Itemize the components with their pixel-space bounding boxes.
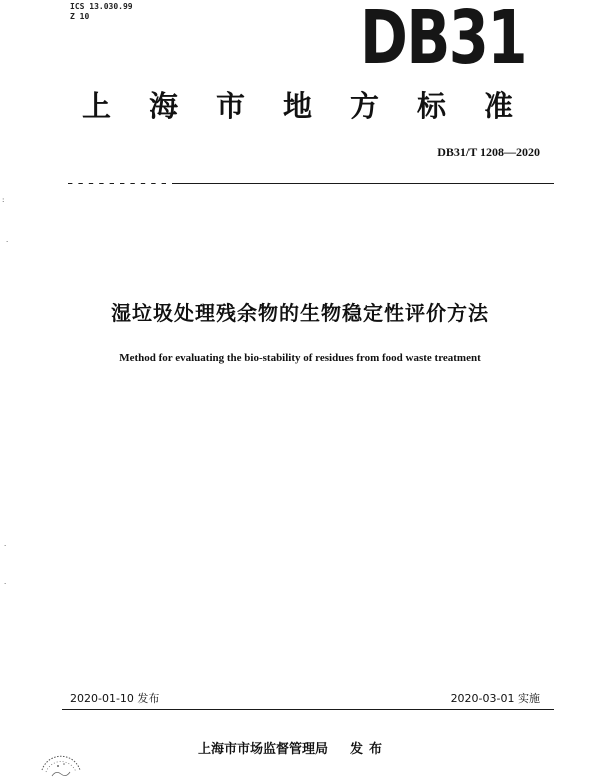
margin-mark: . [6,236,9,244]
ics-code: ICS 13.030.99 [70,2,133,11]
margin-mark: . [4,540,7,548]
publisher-action: 发布 [350,742,389,757]
bottom-divider [62,709,554,710]
document-title-english: Method for evaluating the bio-stability of residues from food waste treatment [119,352,481,364]
issue-date: 2020-01-10 发布 [70,692,160,705]
ccs-code: Z 10 [70,12,90,21]
publisher-line [198,738,388,757]
document-title-chinese: 湿垃圾处理残余物的生物稳定性评价方法 [111,301,489,325]
margin-mark: . [4,578,7,586]
standard-type-heading: 上海市地方标准 [82,89,552,123]
classification-codes [70,2,133,22]
top-divider-dash [62,182,172,184]
publisher-name: 上海市市场监督管理局 [198,742,329,757]
seal-icon [36,740,86,780]
standard-number: DB31/T 1208—2020 [437,145,540,159]
implementation-date: 2020-03-01 实施 [450,692,540,705]
standard-logo: DB31 [360,0,526,81]
margin-mark: : [2,196,5,204]
